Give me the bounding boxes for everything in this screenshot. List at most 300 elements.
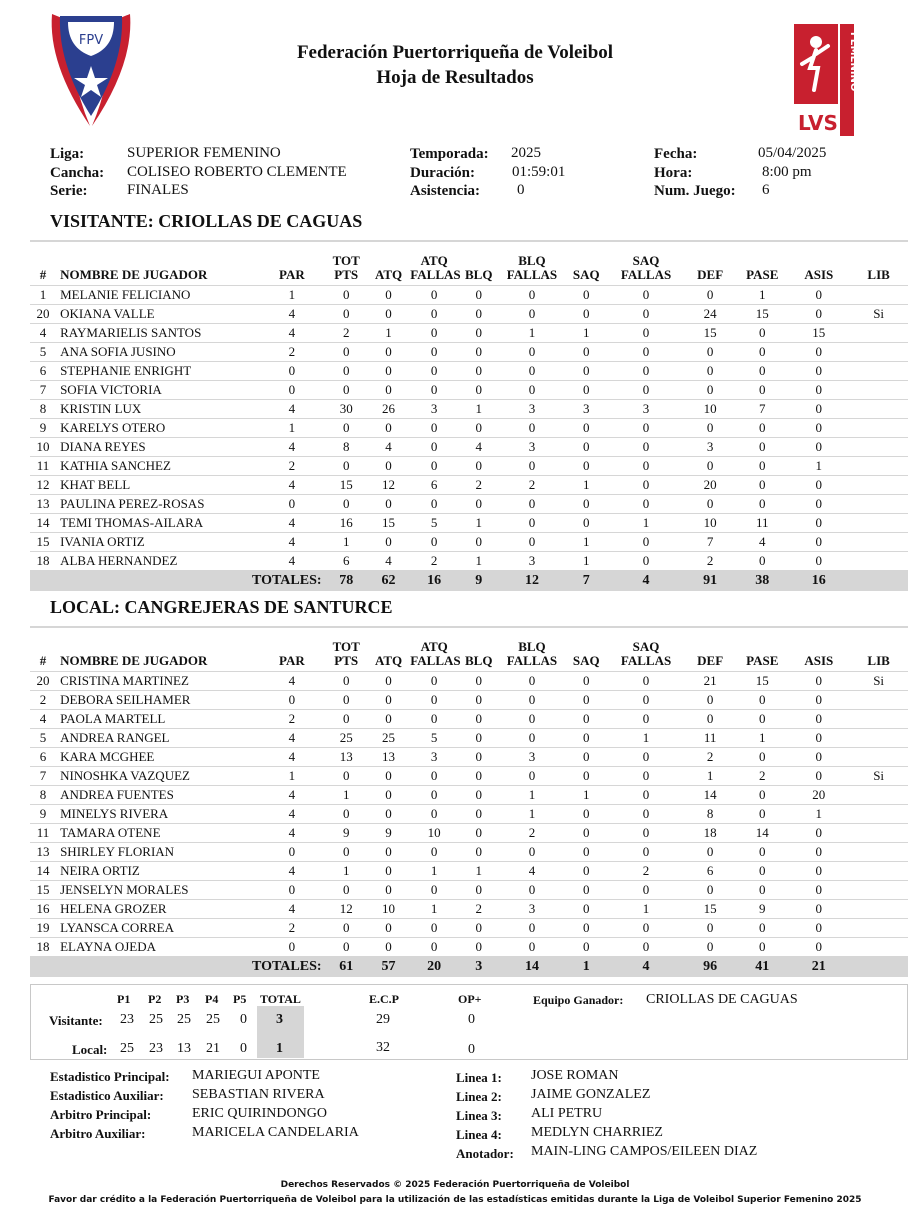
player-name: PAULINA PEREZ-ROSAS xyxy=(56,495,258,514)
stat-cell: 7 xyxy=(684,533,736,552)
stat-cell: 6 xyxy=(410,476,458,495)
player-name: ANA SOFIA JUSINO xyxy=(56,343,258,362)
asistencia-value: 0 xyxy=(517,182,525,198)
stat-cell: 2 xyxy=(736,767,788,786)
stat-cell: 0 xyxy=(258,881,325,900)
player-number: 9 xyxy=(30,419,56,438)
stat-cell: 0 xyxy=(565,691,608,710)
stat-cell: 0 xyxy=(788,286,849,305)
stat-cell: 2 xyxy=(326,324,367,343)
serie-value: FINALES xyxy=(127,182,189,198)
local-p5: 0 xyxy=(240,1041,247,1056)
column-header-saq: SAQ xyxy=(565,241,608,286)
stat-cell: 0 xyxy=(788,552,849,571)
player-row xyxy=(30,824,908,843)
player-row xyxy=(30,843,908,862)
stat-cell: 1 xyxy=(458,400,499,419)
hora-label: Hora: xyxy=(654,165,693,181)
stat-cell: 2 xyxy=(258,919,325,938)
stat-cell: 1 xyxy=(410,900,458,919)
stat-cell: 0 xyxy=(367,691,410,710)
stat-cell: 0 xyxy=(565,919,608,938)
anotador-value: MAIN-LING CAMPOS/EILEEN DIAZ xyxy=(531,1144,758,1159)
column-header-asis: ASIS xyxy=(788,627,849,672)
stat-cell: 0 xyxy=(788,381,849,400)
visitante-p4: 25 xyxy=(206,1012,220,1027)
player-row xyxy=(30,495,908,514)
total-cell: 91 xyxy=(684,571,736,591)
stat-cell: 0 xyxy=(608,672,684,691)
stat-cell: 10 xyxy=(367,900,410,919)
stat-cell: 0 xyxy=(565,881,608,900)
stat-cell: 26 xyxy=(367,400,410,419)
stat-cell: 0 xyxy=(565,938,608,957)
player-name: MINELYS RIVERA xyxy=(56,805,258,824)
totals-row xyxy=(30,571,908,591)
column-header-blqf: BLQ FALLAS xyxy=(499,241,564,286)
stat-cell: 0 xyxy=(608,305,684,324)
stat-cell: 2 xyxy=(458,476,499,495)
stat-cell: 0 xyxy=(684,343,736,362)
stat-cell: 15 xyxy=(736,672,788,691)
stat-cell: 0 xyxy=(458,286,499,305)
stat-cell: 4 xyxy=(736,533,788,552)
totals-row xyxy=(30,957,908,977)
stat-cell: 0 xyxy=(326,919,367,938)
stat-cell: 0 xyxy=(458,881,499,900)
stat-cell: 4 xyxy=(258,862,325,881)
score-header-p4: P4 xyxy=(205,992,219,1006)
player-number: 18 xyxy=(30,552,56,571)
player-number: 16 xyxy=(30,900,56,919)
stat-cell: 4 xyxy=(499,862,564,881)
stat-cell: 4 xyxy=(258,305,325,324)
player-name: SOFIA VICTORIA xyxy=(56,381,258,400)
stat-cell: 2 xyxy=(258,343,325,362)
player-row xyxy=(30,438,908,457)
stat-cell: 0 xyxy=(788,862,849,881)
stat-cell xyxy=(849,552,908,571)
player-number: 12 xyxy=(30,476,56,495)
player-row xyxy=(30,457,908,476)
stat-cell: 4 xyxy=(367,438,410,457)
duracion-label: Duración: xyxy=(410,165,475,181)
stat-cell: 0 xyxy=(788,362,849,381)
stat-cell: 0 xyxy=(499,286,564,305)
stat-cell: 0 xyxy=(410,767,458,786)
column-header-lib: LIB xyxy=(849,241,908,286)
stat-cell: 4 xyxy=(258,400,325,419)
cancha-label: Cancha: xyxy=(50,165,105,181)
player-number: 11 xyxy=(30,824,56,843)
stat-cell: 0 xyxy=(736,748,788,767)
stat-cell: 3 xyxy=(499,438,564,457)
column-header-asis: ASIS xyxy=(788,241,849,286)
stat-cell: 0 xyxy=(410,286,458,305)
stat-cell: 0 xyxy=(458,533,499,552)
stat-cell: 0 xyxy=(565,419,608,438)
stat-cell: 3 xyxy=(499,900,564,919)
stat-cell: 0 xyxy=(367,305,410,324)
stat-cell: 0 xyxy=(608,438,684,457)
player-name: NEIRA ORTIZ xyxy=(56,862,258,881)
stat-cell: 6 xyxy=(326,552,367,571)
total-cell: 61 xyxy=(326,957,367,977)
stat-cell: 4 xyxy=(258,514,325,533)
stat-cell: 0 xyxy=(684,691,736,710)
page-title: Federación Puertorriqueña de Voleibol xyxy=(296,42,614,63)
stat-cell: 16 xyxy=(326,514,367,533)
stat-cell: 0 xyxy=(367,343,410,362)
stat-cell xyxy=(849,438,908,457)
stat-cell: 1 xyxy=(458,514,499,533)
stat-cell: 0 xyxy=(326,495,367,514)
stat-cell: 4 xyxy=(258,824,325,843)
stat-cell: 0 xyxy=(367,457,410,476)
stat-cell: 0 xyxy=(367,938,410,957)
visitante-p3: 25 xyxy=(177,1012,191,1027)
stat-cell xyxy=(849,495,908,514)
stat-cell xyxy=(849,419,908,438)
stat-cell: 0 xyxy=(565,824,608,843)
stat-cell: 0 xyxy=(410,457,458,476)
stat-cell: 0 xyxy=(788,748,849,767)
stat-cell: 0 xyxy=(499,381,564,400)
player-number: 1 xyxy=(30,286,56,305)
stat-cell: 1 xyxy=(410,862,458,881)
stat-cell: 0 xyxy=(565,900,608,919)
stat-cell: 0 xyxy=(736,691,788,710)
stat-cell: 0 xyxy=(788,843,849,862)
stat-cell: 0 xyxy=(458,919,499,938)
total-cell: 21 xyxy=(788,957,849,977)
stat-cell: 0 xyxy=(788,900,849,919)
temporada-value: 2025 xyxy=(511,145,541,161)
stat-cell: 0 xyxy=(458,748,499,767)
stat-cell: 3 xyxy=(410,748,458,767)
stat-cell xyxy=(849,843,908,862)
stat-cell: 0 xyxy=(684,419,736,438)
player-number: 7 xyxy=(30,767,56,786)
liga-value: SUPERIOR FEMENINO xyxy=(127,145,281,161)
stat-cell: 0 xyxy=(499,514,564,533)
stat-cell: 3 xyxy=(565,400,608,419)
player-number: 8 xyxy=(30,786,56,805)
stat-cell: 0 xyxy=(367,672,410,691)
stat-cell: 0 xyxy=(608,824,684,843)
linea-value-0: JOSE ROMAN xyxy=(531,1068,619,1083)
stat-cell: 0 xyxy=(367,495,410,514)
stat-cell: 2 xyxy=(684,552,736,571)
stat-cell: 2 xyxy=(410,552,458,571)
column-header-par: PAR xyxy=(258,627,325,672)
column-header-saqf: SAQ FALLAS xyxy=(608,627,684,672)
stat-cell: 0 xyxy=(565,767,608,786)
stat-cell: 0 xyxy=(565,286,608,305)
stat-cell: 0 xyxy=(499,710,564,729)
stat-cell xyxy=(849,457,908,476)
stat-cell: 4 xyxy=(258,900,325,919)
stat-cell xyxy=(849,343,908,362)
player-number: 20 xyxy=(30,672,56,691)
stat-cell: 21 xyxy=(684,672,736,691)
stat-cell: 0 xyxy=(608,381,684,400)
stat-cell: 0 xyxy=(736,343,788,362)
stat-cell: 0 xyxy=(565,305,608,324)
stat-cell: 0 xyxy=(499,881,564,900)
stat-cell: 1 xyxy=(458,552,499,571)
stat-cell: 0 xyxy=(410,419,458,438)
stat-cell: 0 xyxy=(499,305,564,324)
total-cell: 12 xyxy=(499,571,564,591)
stat-cell: 0 xyxy=(258,691,325,710)
stat-cell: 3 xyxy=(608,400,684,419)
stat-cell: 2 xyxy=(608,862,684,881)
stat-cell: 12 xyxy=(367,476,410,495)
stat-cell xyxy=(849,786,908,805)
totals-label: TOTALES: xyxy=(56,571,325,591)
player-name: KARELYS OTERO xyxy=(56,419,258,438)
total-cell: 1 xyxy=(565,957,608,977)
stat-cell: 0 xyxy=(499,672,564,691)
player-row xyxy=(30,710,908,729)
stat-cell: 0 xyxy=(608,476,684,495)
player-number: 19 xyxy=(30,919,56,938)
score-header-p5: P5 xyxy=(233,992,247,1006)
stat-cell: 15 xyxy=(788,324,849,343)
stat-cell: 0 xyxy=(499,843,564,862)
totals-spacer xyxy=(30,571,56,591)
stat-cell: 0 xyxy=(326,672,367,691)
stat-cell: 7 xyxy=(736,400,788,419)
stat-cell: 0 xyxy=(684,710,736,729)
stat-cell: 0 xyxy=(608,881,684,900)
stat-cell: 0 xyxy=(410,805,458,824)
stat-cell: 0 xyxy=(788,400,849,419)
stat-cell: 0 xyxy=(410,305,458,324)
stat-cell: 1 xyxy=(684,767,736,786)
stat-cell: 0 xyxy=(788,514,849,533)
linea-value-3: MEDLYN CHARRIEZ xyxy=(531,1125,663,1140)
totals-spacer xyxy=(30,957,56,977)
stat-cell: 0 xyxy=(736,881,788,900)
stat-cell: 4 xyxy=(258,533,325,552)
stat-cell: 1 xyxy=(565,786,608,805)
stat-cell: 11 xyxy=(684,729,736,748)
stat-cell: 0 xyxy=(788,729,849,748)
player-row xyxy=(30,748,908,767)
stat-cell: 0 xyxy=(367,362,410,381)
stat-cell: 0 xyxy=(410,881,458,900)
stat-cell: 0 xyxy=(608,362,684,381)
stat-cell: 0 xyxy=(499,362,564,381)
asistencia-label: Asistencia: xyxy=(410,183,480,199)
stat-cell: 0 xyxy=(608,805,684,824)
player-row xyxy=(30,786,908,805)
stat-cell: 0 xyxy=(410,343,458,362)
stat-cell: 1 xyxy=(499,786,564,805)
lvs-logo-side-text: FEMENINO xyxy=(848,32,858,92)
total-cell: 7 xyxy=(565,571,608,591)
total-cell: 16 xyxy=(410,571,458,591)
stat-cell: 0 xyxy=(736,843,788,862)
juego-value: 6 xyxy=(762,182,770,198)
column-header-name: NOMBRE DE JUGADOR xyxy=(56,241,258,286)
player-name: DEBORA SEILHAMER xyxy=(56,691,258,710)
stat-cell: 0 xyxy=(684,919,736,938)
stat-cell: 3 xyxy=(499,552,564,571)
stat-cell: 0 xyxy=(565,381,608,400)
stat-cell: 0 xyxy=(410,672,458,691)
local-p2: 23 xyxy=(149,1041,163,1056)
player-row xyxy=(30,672,908,691)
stat-cell: 0 xyxy=(367,767,410,786)
stat-cell: 0 xyxy=(736,552,788,571)
anotador-label: Anotador: xyxy=(456,1146,514,1161)
player-number: 6 xyxy=(30,748,56,767)
player-row xyxy=(30,419,908,438)
stat-cell: 15 xyxy=(736,305,788,324)
stat-cell: 0 xyxy=(736,457,788,476)
stat-cell: 0 xyxy=(565,438,608,457)
player-name: ELAYNA OJEDA xyxy=(56,938,258,957)
linea-value-2: ALI PETRU xyxy=(531,1106,603,1121)
lvs-logo xyxy=(794,24,858,136)
player-row xyxy=(30,286,908,305)
player-name: CRISTINA MARTINEZ xyxy=(56,672,258,691)
column-header-pase: PASE xyxy=(736,241,788,286)
stat-cell: 0 xyxy=(788,343,849,362)
stat-cell: 0 xyxy=(367,843,410,862)
stat-cell: 0 xyxy=(565,495,608,514)
stat-cell: 0 xyxy=(736,710,788,729)
stat-cell: 1 xyxy=(736,286,788,305)
stat-cell: 0 xyxy=(608,786,684,805)
visitante-p2: 25 xyxy=(149,1012,163,1027)
linea-label-0: Linea 1: xyxy=(456,1070,502,1085)
player-number: 11 xyxy=(30,457,56,476)
player-name: ALBA HERNANDEZ xyxy=(56,552,258,571)
stat-cell: 0 xyxy=(458,824,499,843)
stat-cell: 1 xyxy=(499,805,564,824)
player-name: KRISTIN LUX xyxy=(56,400,258,419)
stat-cell: 0 xyxy=(788,419,849,438)
stat-cell: 0 xyxy=(458,691,499,710)
stat-cell: 0 xyxy=(367,805,410,824)
stat-cell: 0 xyxy=(410,362,458,381)
local-p3: 13 xyxy=(177,1041,191,1056)
stat-cell xyxy=(849,805,908,824)
stat-cell: 0 xyxy=(499,457,564,476)
stat-cell: 0 xyxy=(458,843,499,862)
total-cell: 14 xyxy=(499,957,564,977)
stat-cell: 0 xyxy=(565,805,608,824)
stat-cell: 8 xyxy=(684,805,736,824)
stat-cell xyxy=(849,400,908,419)
player-number: 6 xyxy=(30,362,56,381)
stat-cell: 3 xyxy=(499,400,564,419)
stat-cell: 0 xyxy=(410,710,458,729)
stat-cell: 0 xyxy=(458,419,499,438)
stat-cell: 4 xyxy=(258,805,325,824)
page-subtitle: Hoja de Resultados xyxy=(376,67,534,88)
stat-cell: 11 xyxy=(736,514,788,533)
stat-cell: 1 xyxy=(608,514,684,533)
stat-cell: 0 xyxy=(788,824,849,843)
stat-cell: 20 xyxy=(684,476,736,495)
stat-cell: 1 xyxy=(788,805,849,824)
player-number: 13 xyxy=(30,495,56,514)
stat-cell: 0 xyxy=(736,938,788,957)
player-row xyxy=(30,305,908,324)
stat-cell: 0 xyxy=(499,691,564,710)
stat-cell: 10 xyxy=(684,400,736,419)
stat-cell: 0 xyxy=(326,362,367,381)
player-name: JENSELYN MORALES xyxy=(56,881,258,900)
stat-cell xyxy=(849,324,908,343)
stat-cell: Si xyxy=(849,305,908,324)
stat-cell: 0 xyxy=(684,362,736,381)
stat-cell xyxy=(849,748,908,767)
stat-cell: 0 xyxy=(410,938,458,957)
stat-cell: 0 xyxy=(458,362,499,381)
stat-cell: 0 xyxy=(326,805,367,824)
stat-cell: 0 xyxy=(326,419,367,438)
stat-cell xyxy=(849,824,908,843)
fpv-logo-text: FPV xyxy=(78,33,104,48)
player-number: 2 xyxy=(30,691,56,710)
totals-spacer xyxy=(849,571,908,591)
stat-cell: 0 xyxy=(458,495,499,514)
player-number: 5 xyxy=(30,729,56,748)
player-row xyxy=(30,900,908,919)
player-row xyxy=(30,381,908,400)
stat-cell: 0 xyxy=(458,343,499,362)
stat-cell: 1 xyxy=(258,767,325,786)
stat-cell: 0 xyxy=(788,710,849,729)
official-value-3: MARICELA CANDELARIA xyxy=(192,1125,359,1140)
stat-cell: 0 xyxy=(458,729,499,748)
stat-cell: 1 xyxy=(608,900,684,919)
stat-cell: 1 xyxy=(565,476,608,495)
stat-cell: 1 xyxy=(736,729,788,748)
stat-cell: 0 xyxy=(788,938,849,957)
player-number: 10 xyxy=(30,438,56,457)
player-row xyxy=(30,729,908,748)
stat-cell: 0 xyxy=(367,919,410,938)
total-cell: 38 xyxy=(736,571,788,591)
player-name: SHIRLEY FLORIAN xyxy=(56,843,258,862)
column-header-saqf: SAQ FALLAS xyxy=(608,241,684,286)
local-p4: 21 xyxy=(206,1041,220,1056)
stat-cell: 0 xyxy=(367,533,410,552)
player-number: 4 xyxy=(30,324,56,343)
stat-cell: 9 xyxy=(367,824,410,843)
player-name: KATHIA SANCHEZ xyxy=(56,457,258,476)
stat-cell: 0 xyxy=(367,286,410,305)
stat-cell xyxy=(849,710,908,729)
stat-cell: 0 xyxy=(736,362,788,381)
winner-label: Equipo Ganador: xyxy=(533,993,624,1007)
total-cell: 20 xyxy=(410,957,458,977)
total-cell: 41 xyxy=(736,957,788,977)
stat-cell: 0 xyxy=(684,495,736,514)
stat-cell: 0 xyxy=(736,419,788,438)
stat-cell: 1 xyxy=(258,286,325,305)
player-name: RAYMARIELIS SANTOS xyxy=(56,324,258,343)
stat-cell xyxy=(849,919,908,938)
ecp-header: E.C.P xyxy=(369,992,399,1006)
